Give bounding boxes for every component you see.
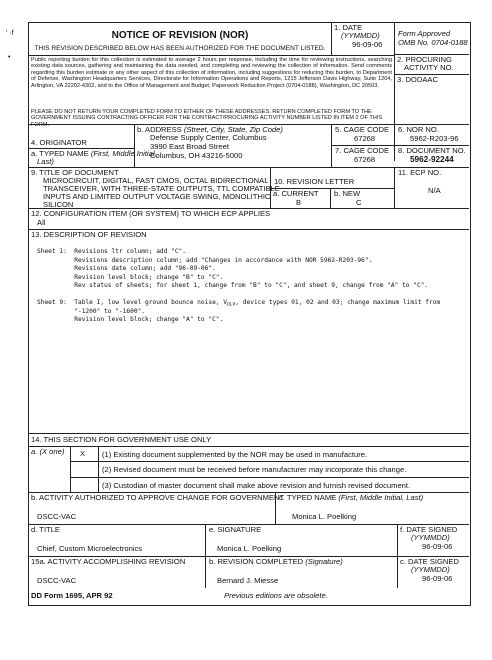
document-title-line-2: TRANSCEIVER, WITH THREE-STATE OUTPUTS, TTL COMPATIBLE xyxy=(43,184,280,193)
option-1-checkbox[interactable]: X xyxy=(80,449,86,458)
revision-completed-value[interactable]: Bernard J. Miesse xyxy=(217,576,279,585)
date-label: 1. DATE xyxy=(334,23,363,32)
document-number-value: 5962-92244 xyxy=(410,155,454,164)
cage-code-7-label: 7. CAGE CODE xyxy=(335,146,390,155)
date-value: 96-09-06 xyxy=(352,40,383,49)
dodaac-label: 3. DODAAC xyxy=(397,75,438,84)
typed-name-hint-2: Last) xyxy=(37,157,54,166)
revision-completed-hint: (Signature) xyxy=(305,557,343,566)
return-notice: PLEASE DO NOT RETURN YOUR COMPLETED FORM TO EITHER OF THESE ADDRESSES. RETURN COMPLETED FORM TO THE GOVERNMENT ISSUING CONTRACTING OFFICER FOR THE CONTRACT/PROCURING ACTIVITY NUMBER LISTED IN ITEM 2 OF THIS FORM. xyxy=(31,109,383,128)
sheet-9-line-2: "-1200" to "-1600". xyxy=(37,307,146,315)
address-label: b. ADDRESS xyxy=(137,125,182,134)
sheet-1-line-2: Revisions description column; add "Changes in accordance with NOR 5962-R203-96". xyxy=(37,256,373,264)
approver-signature-label: e. SIGNATURE xyxy=(209,525,262,534)
form-approved: Form Approved xyxy=(398,29,451,38)
completion-date-label: c. DATE SIGNED xyxy=(400,557,459,566)
address-line-1: Defense Supply Center, Columbus xyxy=(150,133,267,142)
date-signed-hint: (YYMMDD) xyxy=(411,533,450,542)
document-title-line-3: INPUTS AND LIMITED OUTPUT VOLTAGE SWING, MONOLITHIC xyxy=(43,192,271,201)
address-hint: (Street, City, State, Zip Code) xyxy=(183,125,283,134)
revision-completed-label: b. REVISION COMPLETED xyxy=(209,557,304,566)
approver-title-value: Chief, Custom Microelectronics xyxy=(37,544,143,553)
accomplishing-activity-value: DSCC-VAC xyxy=(37,576,77,585)
date-sub: (YYMMDD) xyxy=(341,31,380,40)
new-revision-label: b. NEW xyxy=(334,189,361,198)
nor-number-value: 5962-R203-96 xyxy=(410,134,459,143)
typed-name-hint: (First, Middle Initial, xyxy=(90,149,157,158)
typed-name-label: a. TYPED NAME xyxy=(31,149,89,158)
address-line-2: 3990 East Broad Street xyxy=(150,142,229,151)
originator-label: 4. ORIGINATOR xyxy=(31,138,87,147)
sheet-1-line-1: Sheet 1: Revisions ltr column; add "C". xyxy=(37,248,187,255)
completion-date-value: 96-09-06 xyxy=(422,574,453,583)
cage-code-5-label: 5. CAGE CODE xyxy=(335,125,390,134)
approving-activity-label: b. ACTIVITY AUTHORIZED TO APPROVE CHANGE FOR GOVERNMENT xyxy=(31,493,285,502)
x-one-label: a. (X one) xyxy=(31,447,65,456)
description-label: 13. DESCRIPTION OF REVISION xyxy=(31,230,147,239)
accomplishing-activity-label: 15a. ACTIVITY ACCOMPLISHING REVISION xyxy=(31,557,186,566)
approver-name-value: Monica L. Poelking xyxy=(292,512,357,521)
omb-number: OMB No. 0704-0188 xyxy=(398,38,468,47)
form-number: DD Form 1695, APR 92 xyxy=(31,591,113,600)
date-signed-value: 96-09-06 xyxy=(422,542,453,551)
ecp-number-value: N/A xyxy=(428,186,441,195)
sheet-9-line-3: Revision level block; change "A" to "C". xyxy=(37,316,224,324)
nor-number-label: 6. NOR NO. xyxy=(398,125,439,134)
configuration-item-label: 12. CONFIGURATION ITEM (OR SYSTEM) TO WHICH ECP APPLIES xyxy=(31,209,271,218)
new-revision-value: C xyxy=(356,198,362,207)
margin-mark: ' ·f xyxy=(6,30,14,37)
document-number-label: 8. DOCUMENT NO. xyxy=(398,146,466,155)
revision-letter-label: 10. REVISION LETTER xyxy=(274,177,355,186)
option-1-text: (1) Existing document supplemented by the NOR may be used in manufacture. xyxy=(102,450,368,459)
completion-date-hint: (YYMMDD) xyxy=(411,565,450,574)
option-3-checkbox[interactable] xyxy=(70,478,98,492)
date-signed-label: f. DATE SIGNED xyxy=(400,525,458,534)
procuring-activity-label-2: ACTIVITY NO. xyxy=(404,63,454,72)
sheet-1-line-4: Revision level block; change "B" to "C". xyxy=(37,273,224,281)
approver-title-label: d. TITLE xyxy=(31,525,60,534)
approving-activity-value: DSCC-VAC xyxy=(37,512,77,521)
margin-mark: • xyxy=(8,54,11,61)
sheet-9-line-1-text: Sheet 9: Table I, low level ground bounce noise, V xyxy=(37,299,227,306)
form-title: NOTICE OF REVISION (NOR) xyxy=(111,30,249,41)
document-title-label: 9. TITLE OF DOCUMENT xyxy=(31,168,119,177)
current-revision-value: B xyxy=(296,198,302,207)
document-title-line-4: SILICON xyxy=(43,200,74,209)
option-2-checkbox[interactable] xyxy=(70,462,98,477)
ecp-number-label: 11. ECP NO. xyxy=(398,168,442,177)
configuration-item-value: All xyxy=(37,218,46,227)
obsolete-note: Previous editions are obsolete. xyxy=(224,591,328,600)
address-line-3: Columbus, OH 43216-5000 xyxy=(150,151,243,160)
sheet-9-line-1-rest: , device types 01, 02 and 03; change maximum limit from xyxy=(235,299,441,306)
sheet-1-line-5: Rev status of sheets; for sheet 1, change from "B" to "C", and sheet 9, change from "A" to "C". xyxy=(37,282,429,290)
cage-code-7-value: 67268 xyxy=(354,155,376,164)
approver-name-label: c. TYPED NAME xyxy=(279,493,337,502)
burden-statement: Public reporting burden for this collection is estimated to average 2 hours per response, including the time for reviewing instructions, searching existing data sources, gathering and maintaining the data needed, and completing and reviewing the collection of information. Send comments regarding this burden estimate or any other aspect of this collection of information, including suggestions for reducing this burden, to Department of Defense, Washington Headquarters Services, Directorate for Information Operations and Reports, 1215 Jefferson Davis Highway, Suite 1204, Arlington, VA 22202-4302, and to the Office of Management and Budget, Paperwork Reduction Project (0704-0188), Washington, DC 20503. xyxy=(31,57,392,89)
approver-name-hint: (First, Middle Initial, Last) xyxy=(338,493,424,502)
cage-code-5-value: 67268 xyxy=(354,134,376,143)
current-revision-label: a. CURRENT xyxy=(273,189,319,198)
document-title-line-1: MICROCIRCUIT, DIGITAL, FAST CMOS, OCTAL BIDIRECTIONAL xyxy=(43,176,269,185)
option-3-text: (3) Custodian of master document shall make above revision and furnish revised document. xyxy=(102,481,411,490)
government-use-label: 14. THIS SECTION FOR GOVERNMENT USE ONLY xyxy=(31,435,212,444)
sheet-9-subscript: OLV xyxy=(227,302,236,308)
form-subtitle: THIS REVISION DESCRIBED BELOW HAS BEEN AUTHORIZED FOR THE DOCUMENT LISTED. xyxy=(34,45,326,52)
approver-signature-value[interactable]: Monica L. Poelking xyxy=(217,544,282,553)
procuring-activity-label-1: 2. PROCURING xyxy=(397,55,452,64)
sheet-1-line-3: Revisions date column; add "96-09-06". xyxy=(37,265,216,273)
option-2-text: (2) Revised document must be received before manufacturer may incorporate this change. xyxy=(102,465,407,474)
